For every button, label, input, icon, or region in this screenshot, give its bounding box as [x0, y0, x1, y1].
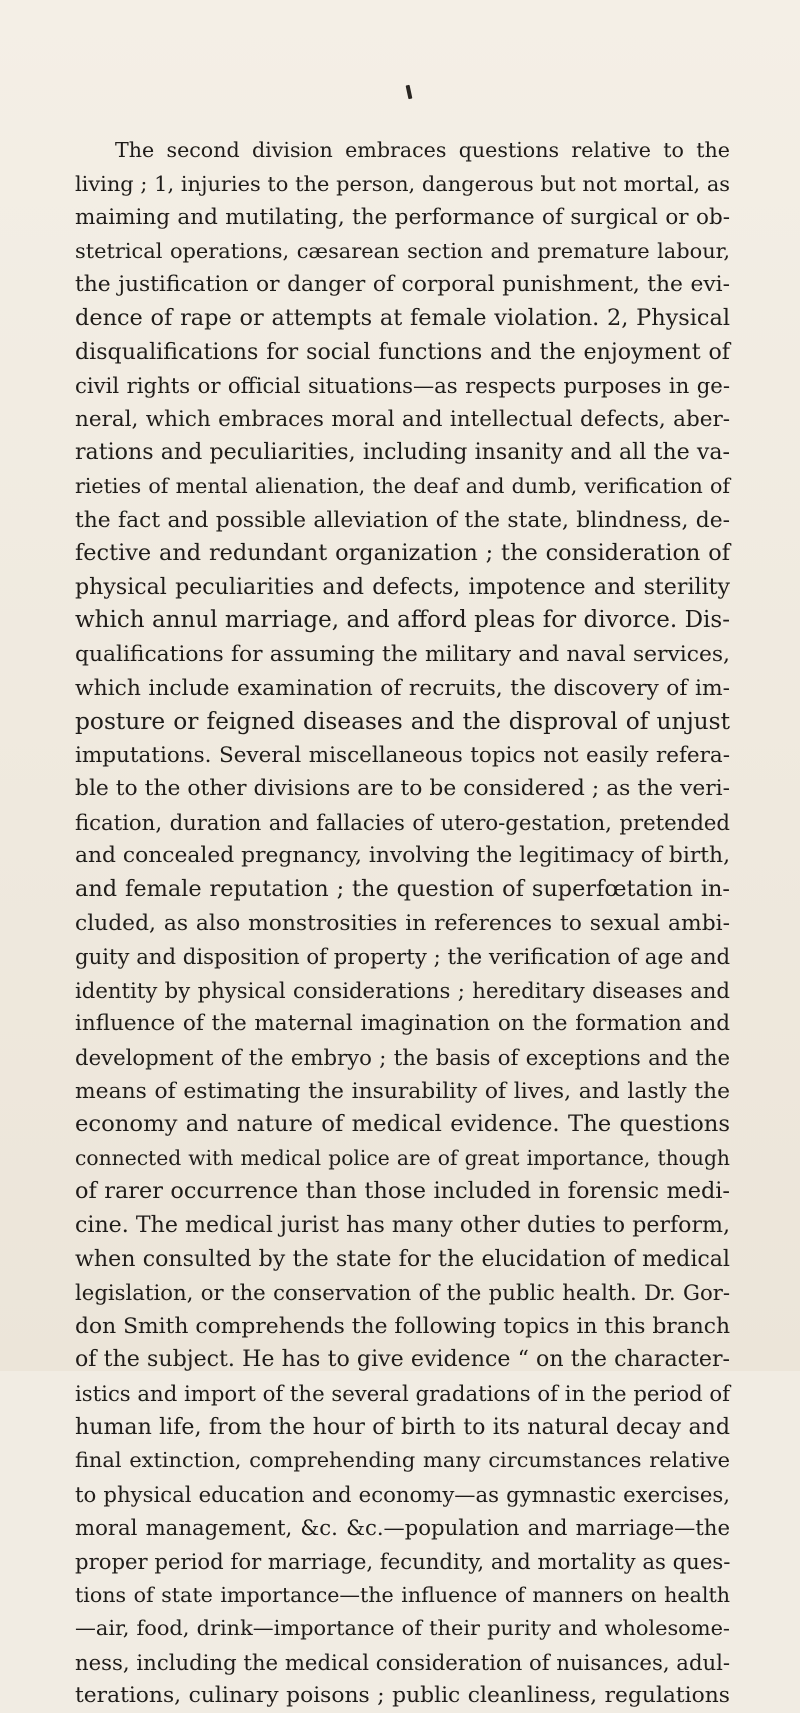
text-line: which annul marriage, and afford pleas for divorce. Dis-	[75, 607, 730, 634]
text-line: istics and import of the several gradations of in the period of	[75, 1380, 730, 1406]
text-line: qualifications for assuming the military and naval services,	[75, 641, 730, 667]
text-line: legislation, or the conservation of the public health. Dr. Gor-	[75, 1280, 730, 1306]
text-line: don Smith comprehends the following topics in this branch	[75, 1313, 730, 1339]
text-line: neral, which embraces moral and intellectual defects, aber-	[75, 406, 730, 432]
text-line: civil rights or official situations—as respects purposes in ge-	[75, 373, 730, 399]
text-line: which include examination of recruits, the discovery of im-	[75, 675, 730, 701]
text-line: ble to the other divisions are to be considered ; as the veri-	[75, 776, 730, 802]
text-line: dence of rape or attempts at female violation. 2, Physical	[75, 304, 730, 331]
text-line: to physical education and economy—as gymnastic exercises,	[75, 1481, 730, 1507]
body-text	[75, 134, 730, 1713]
text-line: rations and peculiarities, including insanity and all the va-	[75, 439, 730, 466]
text-line: of rarer occurrence than those included in forensic medi-	[75, 1178, 730, 1205]
text-line: moral management, &c. &c.—population and marriage—the	[75, 1515, 730, 1541]
text-line: imputations. Several miscellaneous topics not easily refera-	[75, 742, 730, 768]
text-line: tions of state importance—the influence of manners on health	[75, 1582, 730, 1607]
text-line: —air, food, drink—importance of their purity and wholesome-	[75, 1616, 730, 1641]
text-line: guity and disposition of property ; the verification of age and	[75, 944, 731, 970]
text-line: posture or feigned diseases and the disproval of unjust	[75, 708, 730, 736]
text-line: terations, culinary poisons ; public cleanliness, regulations	[75, 1683, 730, 1709]
text-line: cine. The medical jurist has many other duties to perform,	[75, 1212, 730, 1238]
text-line: cluded, as also monstrosities in references to sexual ambi-	[75, 910, 730, 936]
text-line: proper period for marriage, fecundity, and mortality as ques-	[75, 1548, 731, 1574]
text-line: connected with medical police are of great importance, though	[75, 1145, 730, 1170]
text-line: maiming and mutilating, the performance of surgical or ob-	[75, 205, 730, 231]
text-line: fective and redundant organization ; the consideration of	[75, 540, 730, 567]
text-line: and female reputation ; the question of superfœtation in-	[75, 876, 730, 903]
text-line: ness, including the medical consideration of nuisances, adul-	[75, 1649, 731, 1675]
text-line: the fact and possible alleviation of the state, blindness, de-	[75, 507, 730, 533]
text-line: of the subject. He has to give evidence “ on the character-	[75, 1346, 730, 1373]
text-line: The second division embraces questions relative to the	[115, 138, 730, 162]
text-line: disqualifications for social functions and the enjoyment of	[75, 338, 730, 365]
text-line: rieties of mental alienation, the deaf and dumb, verification of	[75, 473, 730, 498]
ink-speck	[406, 85, 413, 100]
text-line: fication, duration and fallacies of utero-gestation, pretended	[75, 809, 730, 835]
text-line: living ; 1, injuries to the person, dangerous but not mortal, as	[75, 171, 730, 196]
text-line: when consulted by the state for the elucidation of medical	[75, 1245, 730, 1272]
text-line: and concealed pregnancy, involving the legitimacy of birth,	[75, 843, 730, 869]
text-line: identity by physical considerations ; hereditary diseases and	[75, 977, 730, 1003]
text-line: means of estimating the insurability of lives, and lastly the	[75, 1078, 730, 1104]
text-line: stetrical operations, cæsarean section and premature labour,	[75, 238, 730, 263]
text-line: human life, from the hour of birth to its natural decay and	[75, 1413, 730, 1440]
text-line: economy and nature of medical evidence. The questions	[75, 1111, 730, 1138]
text-line: the justification or danger of corporal punishment, the evi-	[75, 272, 730, 298]
text-line: development of the embryo ; the basis of exceptions and the	[75, 1045, 730, 1071]
text-line: physical peculiarities and defects, impotence and sterility	[75, 573, 730, 600]
text-line: influence of the maternal imagination on the formation and	[75, 1011, 730, 1037]
text-line: final extinction, comprehending many circumstances relative	[75, 1448, 730, 1473]
